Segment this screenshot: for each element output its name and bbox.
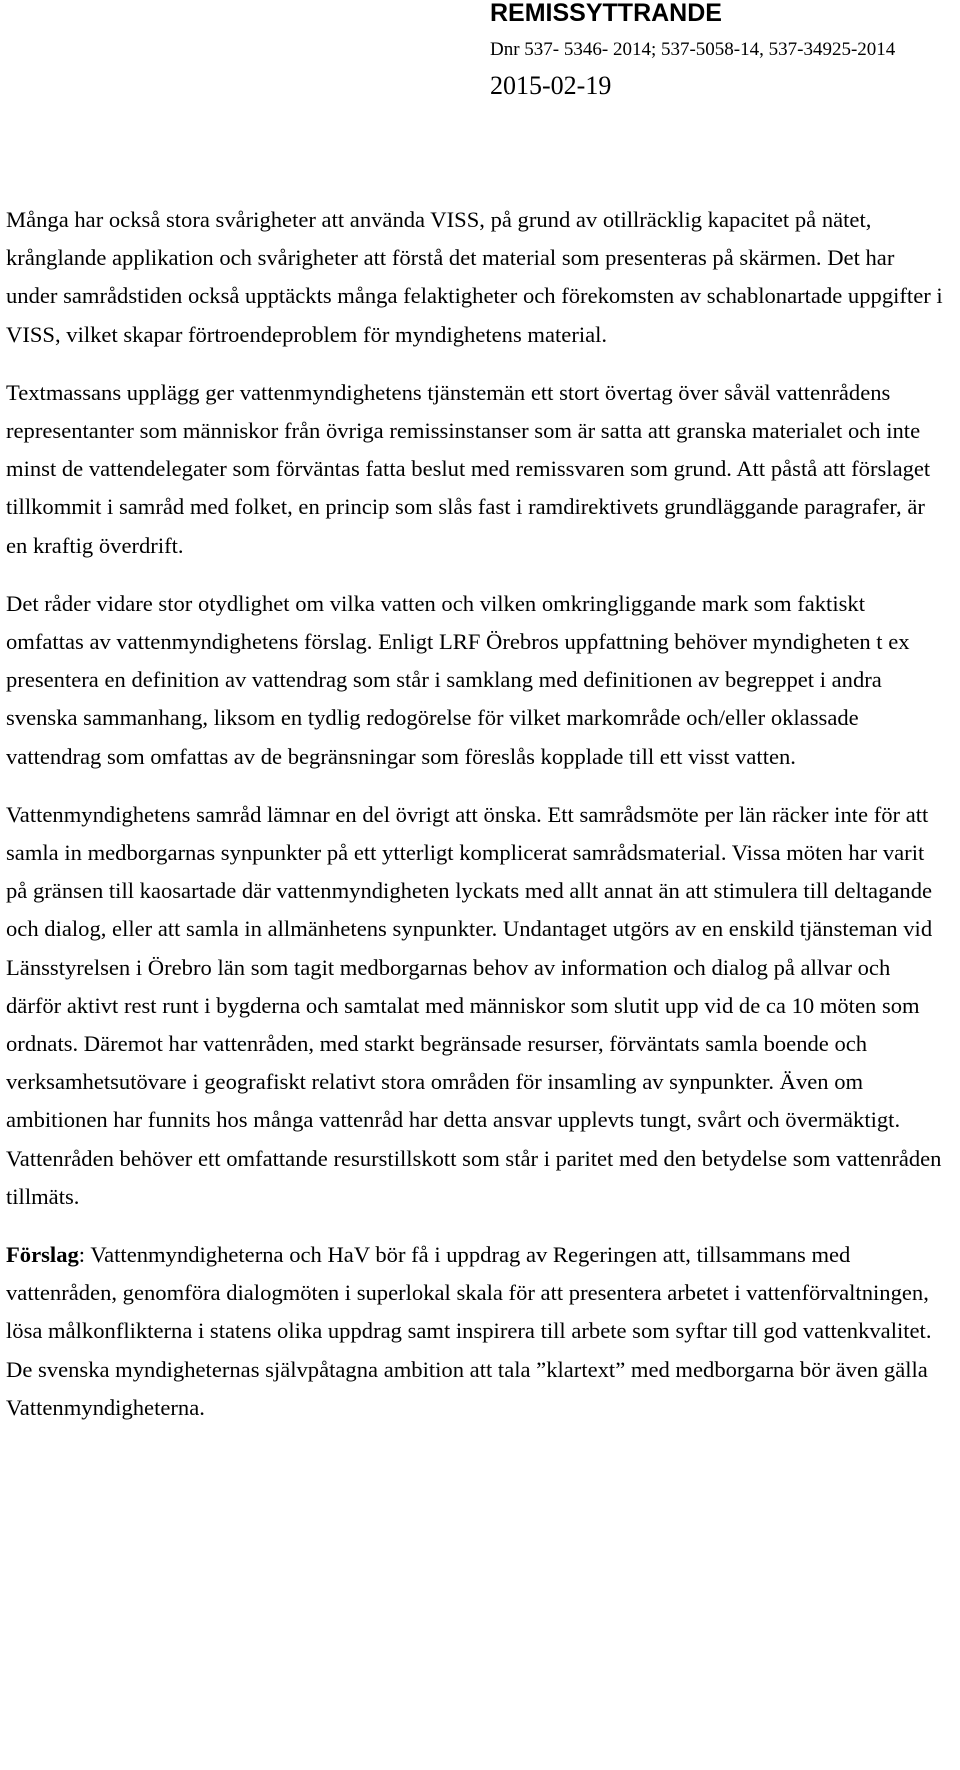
proposal-lead: Förslag — [6, 1242, 79, 1268]
document-date: 2015-02-19 — [490, 71, 612, 100]
document-header — [490, 0, 950, 101]
paragraph-proposal — [6, 1236, 946, 1427]
paragraph-text-volume: Textmassans upplägg ger vattenmyndighetens tjänstemän ett stort övertag över såväl vattenrådens representanter som människor från övriga remissinstanser som är satta att granska materialet och inte minst de vattendelegater som förväntas fatta beslut med remissvaren som grund. Att påstå att förslaget tillkommit i samråd med folket, en princip som slås fast i ramdirektivets grundläggande paragrafer, är en kraftig överdrift. — [6, 379, 931, 558]
diary-number: Dnr 537- 5346- 2014; 537-5058-14, 537-34925-2014 — [490, 39, 896, 60]
proposal-text: : Vattenmyndigheterna och HaV bör få i uppdrag av Regeringen att, tillsammans med vattenråden, genomföra dialogmöten i superlokal skala för att presentera arbetet i vattenförvaltningen, lösa målkonflikterna i statens olika uppdrag samt inspirera till arbete som syftar till god vattenkvalitet. De svenska myndigheternas självpåtagna ambition att tala ”klartext” med medborgarna bör även gälla Vattenmyndigheterna. — [6, 1242, 932, 1420]
paragraph-consultation: Vattenmyndighetens samråd lämnar en del övrigt att önska. Ett samrådsmöte per län räcker inte för att samla in medborgarnas synpunkter på ett ytterligt komplicerat samrådsmaterial. Vissa möten har varit på gränsen till kaosartade där vattenmyndigheten lyckats med allt annat än att stimulera till deltagande och dialog, eller att samla in allmänhetens synpunkter. Undantaget utgörs av en enskild tjänsteman vid Länsstyrelsen i Örebro län som tagit medborgarnas behov av information och dialog på allvar och därför aktivt rest runt i bygderna och samtalat med människor som slutit upp vid de ca 10 möten som ordnats. Däremot har vattenråden, med starkt begränsade resurser, förväntats samla boende och verksamhetsutövare i geografiskt relativt stora områden för insamling av synpunkter. Även om ambitionen har funnits hos många vattenråd har detta ansvar upplevts tungt, svårt och övermäktigt. Vattenråden behöver ett omfattande resurstillskott som står i paritet med den betydelse som vattenråden tillmäts. — [6, 801, 942, 1209]
paragraph-viss-difficulties: Många har också stora svårigheter att använda VISS, på grund av otillräcklig kapacitet på nätet, krånglande applikation och svårigheter att förstå det material som presenteras på skärmen. Det har under samrådstiden också upptäckts många felaktigheter och förekomsten av schablonartade uppgifter i VISS, vilket skapar förtroendeproblem för myndighetens material. — [6, 207, 943, 347]
document-body — [6, 201, 946, 1427]
paragraph-water-definition: Det råder vidare stor otydlighet om vilka vatten och vilken omkringliggande mark som faktiskt omfattas av vattenmyndighetens förslag. Enligt LRF Örebros uppfattning behöver myndigheten t ex presentera en definition av vattendrag som står i samklang med definitionen av begreppet i andra svenska sammanhang, liksom en tydlig redogörelse för vilket markområde och/eller oklassade vattendrag som omfattas av de begränsningar som föreslås kopplade till ett visst vatten. — [6, 590, 910, 769]
document-type: REMISSYTTRANDE — [490, 0, 722, 27]
